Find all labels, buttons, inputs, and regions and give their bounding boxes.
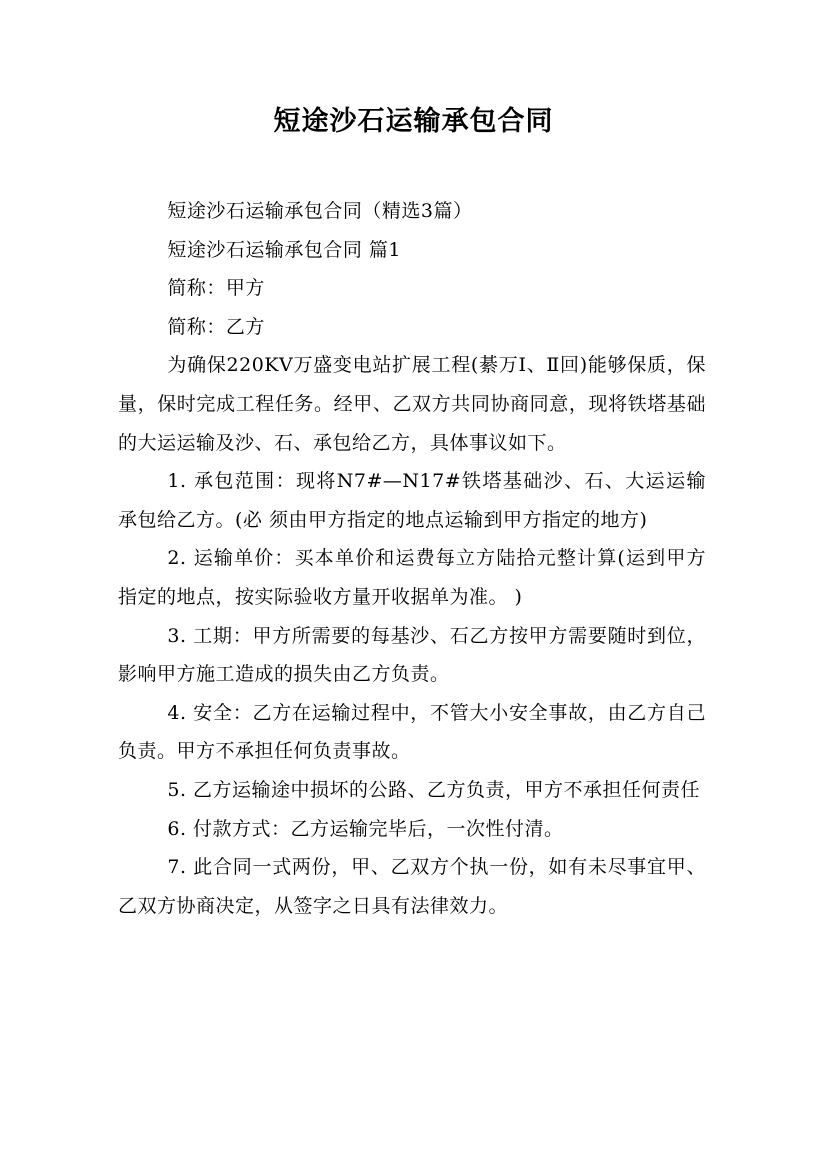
clause-road-damage: 5. 乙方运输途中损坏的公路、乙方负责，甲方不承担任何责任 (167, 778, 701, 801)
clause-schedule: 3. 工期：甲方所需要的每基沙、石乙方按甲方需要随时到位，影响甲方施工造成的损失由乙方负责。 (118, 624, 706, 686)
clause-safety: 4. 安全：乙方在运输过程中，不管大小安全事故，由乙方自己负责。甲方不承担任何负责事故。 (118, 701, 706, 763)
document-title: 短途沙石运输承包合同 (273, 106, 554, 137)
clause-unit-price: 2. 运输单价：买本单价和运费每立方陆拾元整计算(运到甲方指定的地点，按实际验收方量开收据单为准。 ) (118, 547, 706, 608)
clause-copies: 7. 此合同一式两份，甲、乙双方个执一份，如有未尽事宜甲、乙双方协商决定，从签字之日具有法律效力。 (118, 856, 706, 917)
document-body (118, 192, 706, 925)
clause-payment: 6. 付款方式：乙方运输完毕后，一次性付清。 (167, 817, 564, 840)
paragraph-party-b: 简称：乙方 (167, 315, 265, 338)
paragraph-party-a: 简称：甲方 (167, 277, 265, 300)
clause-scope: 1. 承包范围：现将N7#—N17#铁塔基础沙、石、大运运输承包给乙方。(必 须由甲方指定的地点运输到甲方指定的地方) (118, 470, 706, 531)
paragraph-preamble: 为确保220KV万盛变电站扩展工程(綦万Ⅰ、Ⅱ回)能够保质，保量，保时完成工程任务。经甲、乙双方共同协商同意，现将铁塔基础的大运运输及沙、石、承包给乙方，具体事议如下。 (118, 354, 706, 454)
paragraph-section-heading: 短途沙石运输承包合同 篇1 (167, 238, 402, 261)
paragraph-subtitle: 短途沙石运输承包合同（精选3篇） (167, 200, 473, 222)
